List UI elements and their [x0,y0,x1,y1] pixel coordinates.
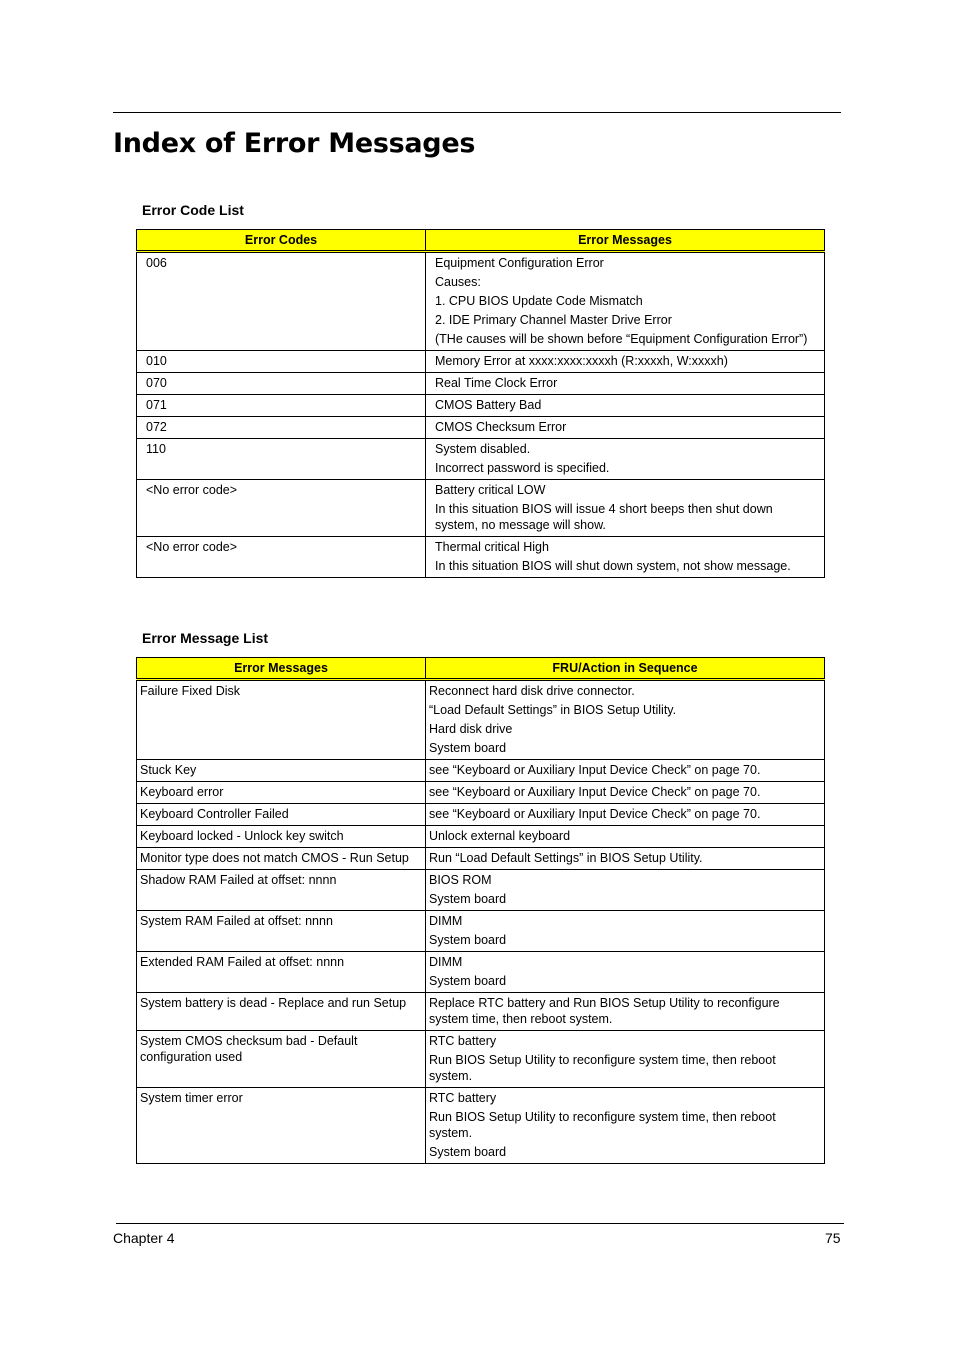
table-row [137,1088,825,1164]
fru-action-cell [426,760,825,782]
error-code-cell: 006 [137,252,426,351]
error-message-cell [426,252,825,351]
table-row [137,395,825,417]
cell-line: see “Keyboard or Auxiliary Input Device Check” on page 70. [429,763,761,777]
cell-line: System board [429,933,507,947]
cell-line: System disabled. [435,442,531,456]
table-row [137,537,825,578]
cell-line: Equipment Configuration Error [435,256,604,270]
error-message-cell [426,537,825,578]
cell-line: Incorrect password is specified. [435,461,610,475]
fru-action-cell [426,952,825,993]
cell-line: Run “Load Default Settings” in BIOS Setup Utility. [429,851,703,865]
error-code-cell: 110 [137,439,426,480]
cell-line: Hard disk drive [429,722,513,736]
cell-line: RTC battery [429,1034,497,1048]
footer-page-number: 75 [825,1230,841,1246]
fru-action-cell [426,782,825,804]
error-message-cell: Shadow RAM Failed at offset: nnnn [137,870,426,911]
table-row [137,804,825,826]
table-row [137,848,825,870]
cell-line: Battery critical LOW [435,483,546,497]
cell-line: BIOS ROM [429,873,492,887]
table-row [137,993,825,1031]
cell-line: CMOS Battery Bad [435,398,542,412]
error-message-cell: Extended RAM Failed at offset: nnnn [137,952,426,993]
error-code-cell: 071 [137,395,426,417]
error-message-cell: Stuck Key [137,760,426,782]
table-header-row [137,658,825,680]
error-code-cell: <No error code> [137,537,426,578]
error-message-cell [426,373,825,395]
cell-line: Thermal critical High [435,540,549,554]
column-header: Error Messages [137,658,426,680]
table-row [137,782,825,804]
error-message-list-title: Error Message List [142,630,269,646]
footer-chapter: Chapter 4 [113,1230,175,1246]
table-row [137,760,825,782]
cell-line: Run BIOS Setup Utility to reconfigure system time, then reboot system. [429,1110,776,1140]
fru-action-cell [426,993,825,1031]
fru-action-cell [426,848,825,870]
error-code-cell: 010 [137,351,426,373]
fru-action-cell [426,1031,825,1088]
column-header: FRU/Action in Sequence [426,658,825,680]
error-code-cell: <No error code> [137,480,426,537]
cell-line: (THe causes will be shown before “Equipment Configuration Error”) [435,332,808,346]
page-title: Index of Error Messages [113,128,476,159]
table-row [137,1031,825,1088]
cell-line: Unlock external keyboard [429,829,571,843]
error-message-cell: System RAM Failed at offset: nnnn [137,911,426,952]
cell-line: DIMM [429,914,463,928]
error-message-cell: Keyboard error [137,782,426,804]
table-header-row [137,230,825,252]
cell-line: see “Keyboard or Auxiliary Input Device Check” on page 70. [429,807,761,821]
column-header: Error Codes [137,230,426,252]
error-code-list-title: Error Code List [142,202,244,218]
table-row [137,252,825,351]
cell-line: In this situation BIOS will shut down system, not show message. [435,559,791,573]
cell-line: Real Time Clock Error [435,376,558,390]
error-message-cell: System battery is dead - Replace and run Setup [137,993,426,1031]
fru-action-cell [426,911,825,952]
cell-line: Causes: [435,275,481,289]
error-message-cell: System CMOS checksum bad - Default configuration used [137,1031,426,1088]
error-message-cell [426,395,825,417]
fru-action-cell [426,680,825,760]
error-message-table [136,657,825,1164]
error-message-cell: System timer error [137,1088,426,1164]
cell-line: RTC battery [429,1091,497,1105]
error-message-cell: Monitor type does not match CMOS - Run Setup [137,848,426,870]
cell-line: see “Keyboard or Auxiliary Input Device Check” on page 70. [429,785,761,799]
cell-line: Run BIOS Setup Utility to reconfigure system time, then reboot system. [429,1053,776,1083]
error-code-cell: 072 [137,417,426,439]
fru-action-cell [426,1088,825,1164]
table-row [137,439,825,480]
error-message-cell [426,439,825,480]
column-header: Error Messages [426,230,825,252]
error-message-cell: Failure Fixed Disk [137,680,426,760]
cell-line: Memory Error at xxxx:xxxx:xxxxh (R:xxxxh, W:xxxxh) [435,354,728,368]
table-row [137,952,825,993]
table-row [137,417,825,439]
error-message-cell [426,480,825,537]
table-row [137,373,825,395]
table-row [137,826,825,848]
cell-line: In this situation BIOS will issue 4 short beeps then shut down system, no message will show. [435,502,773,532]
error-message-cell [426,417,825,439]
cell-line: System board [429,974,507,988]
error-message-cell [426,351,825,373]
cell-line: CMOS Checksum Error [435,420,567,434]
cell-line: 2. IDE Primary Channel Master Drive Error [435,313,672,327]
table-row [137,911,825,952]
cell-line: Reconnect hard disk drive connector. [429,684,635,698]
top-rule [113,112,841,113]
table-row [137,351,825,373]
fru-action-cell [426,826,825,848]
table-row [137,480,825,537]
cell-line: System board [429,892,507,906]
error-message-cell: Keyboard locked - Unlock key switch [137,826,426,848]
cell-line: System board [429,1145,507,1159]
table-row [137,680,825,760]
fru-action-cell [426,804,825,826]
fru-action-cell [426,870,825,911]
cell-line: 1. CPU BIOS Update Code Mismatch [435,294,643,308]
error-message-cell: Keyboard Controller Failed [137,804,426,826]
cell-line: DIMM [429,955,463,969]
bottom-rule [116,1223,844,1224]
cell-line: Replace RTC battery and Run BIOS Setup Utility to reconfigure system time, then reboot system. [429,996,780,1026]
error-code-cell: 070 [137,373,426,395]
table-row [137,870,825,911]
error-code-table [136,229,825,578]
cell-line: “Load Default Settings” in BIOS Setup Utility. [429,703,677,717]
cell-line: System board [429,741,507,755]
